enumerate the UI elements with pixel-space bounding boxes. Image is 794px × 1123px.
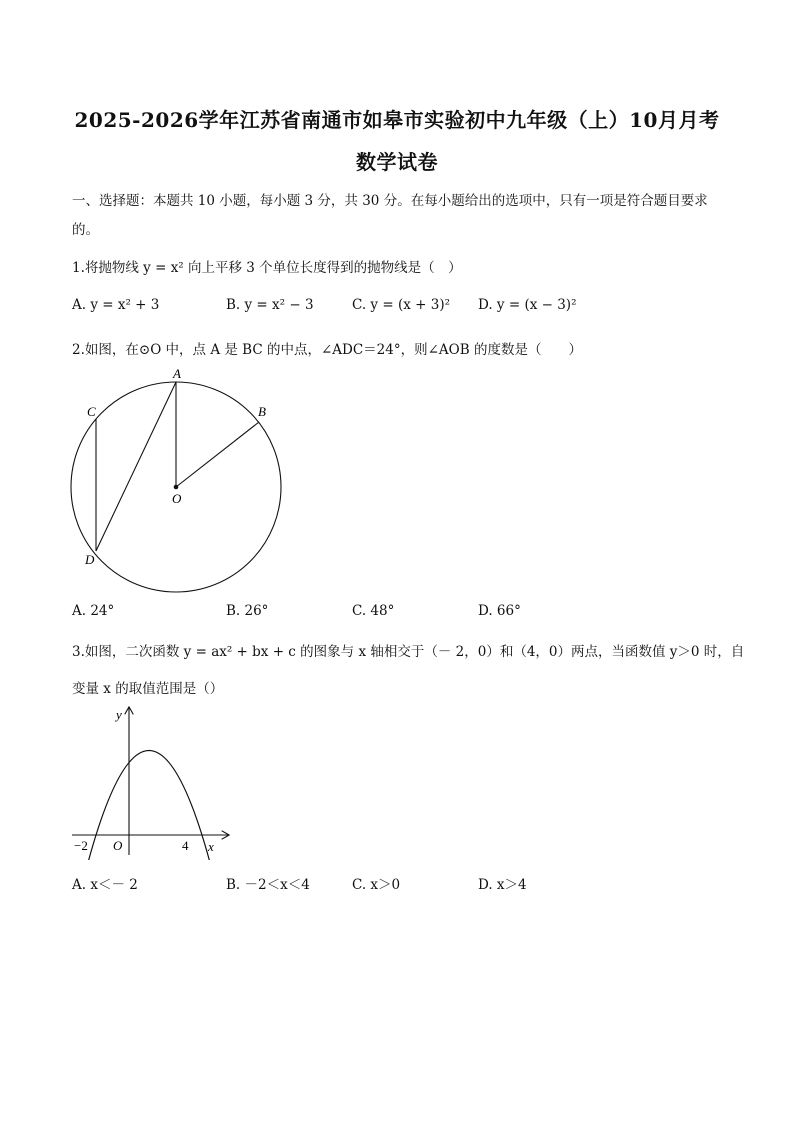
parabola-curve — [86, 751, 212, 861]
q1-option-a: A. y = x² + 3 — [72, 297, 160, 313]
q2-option-d: D. 66° — [478, 603, 521, 619]
tick-4-label: 4 — [182, 838, 189, 853]
label-d: D — [85, 552, 95, 567]
q2-option-b: B. 26° — [226, 603, 269, 619]
q2-option-a: A. 24° — [72, 603, 115, 619]
label-o: O — [172, 491, 182, 506]
q1-option-b: B. y = x² − 3 — [226, 297, 314, 313]
q2-circle-figure — [60, 365, 300, 605]
center-point — [174, 485, 179, 490]
x-axis-label: x — [208, 839, 214, 854]
label-a: A — [173, 366, 181, 381]
origin-label: O — [113, 838, 123, 853]
tick-neg2-label: −2 — [74, 838, 88, 853]
q2-stem: 2.如图，在⊙O 中，点 A 是 BC 的中点，∠ADC＝24°，则∠AOB 的度数是（ ） — [72, 342, 582, 358]
section-instructions-line2: 的。 — [72, 222, 99, 238]
section-instructions-line1: 一、选择题：本题共 10 小题，每小题 3 分，共 30 分。在每小题给出的选项中，只有一项是符合题目要求 — [72, 193, 708, 209]
q2-option-c: C. 48° — [352, 603, 395, 619]
q3-parabola-graph — [66, 700, 236, 860]
q3-option-d: D. x＞4 — [478, 877, 527, 893]
label-b: B — [258, 404, 266, 419]
q1-option-d: D. y = (x − 3)² — [478, 297, 577, 313]
q3-option-b: B. －2＜x＜4 — [226, 877, 310, 893]
q3-option-c: C. x＞0 — [352, 877, 401, 893]
exam-subtitle: 数学试卷 — [356, 150, 438, 174]
label-c: C — [87, 404, 96, 419]
exam-title: 2025-2026学年江苏省南通市如皋市实验初中九年级（上）10月月考 — [74, 108, 720, 132]
y-axis-label: y — [116, 707, 122, 722]
segment-ob — [176, 422, 259, 487]
q1-stem: 1.将抛物线 y = x² 向上平移 3 个单位长度得到的抛物线是（ ） — [72, 260, 462, 276]
q1-option-c: C. y = (x + 3)² — [352, 297, 450, 313]
q3-stem-line2: 变量 x 的取值范围是（） — [72, 681, 224, 697]
q3-option-a: A. x＜－ 2 — [72, 877, 138, 893]
q3-stem-line1: 3.如图，二次函数 y = ax² + bx + c 的图象与 x 轴相交于（－ 2，0）和（4，0）两点，当函数值 y＞0 时，自 — [72, 644, 745, 660]
